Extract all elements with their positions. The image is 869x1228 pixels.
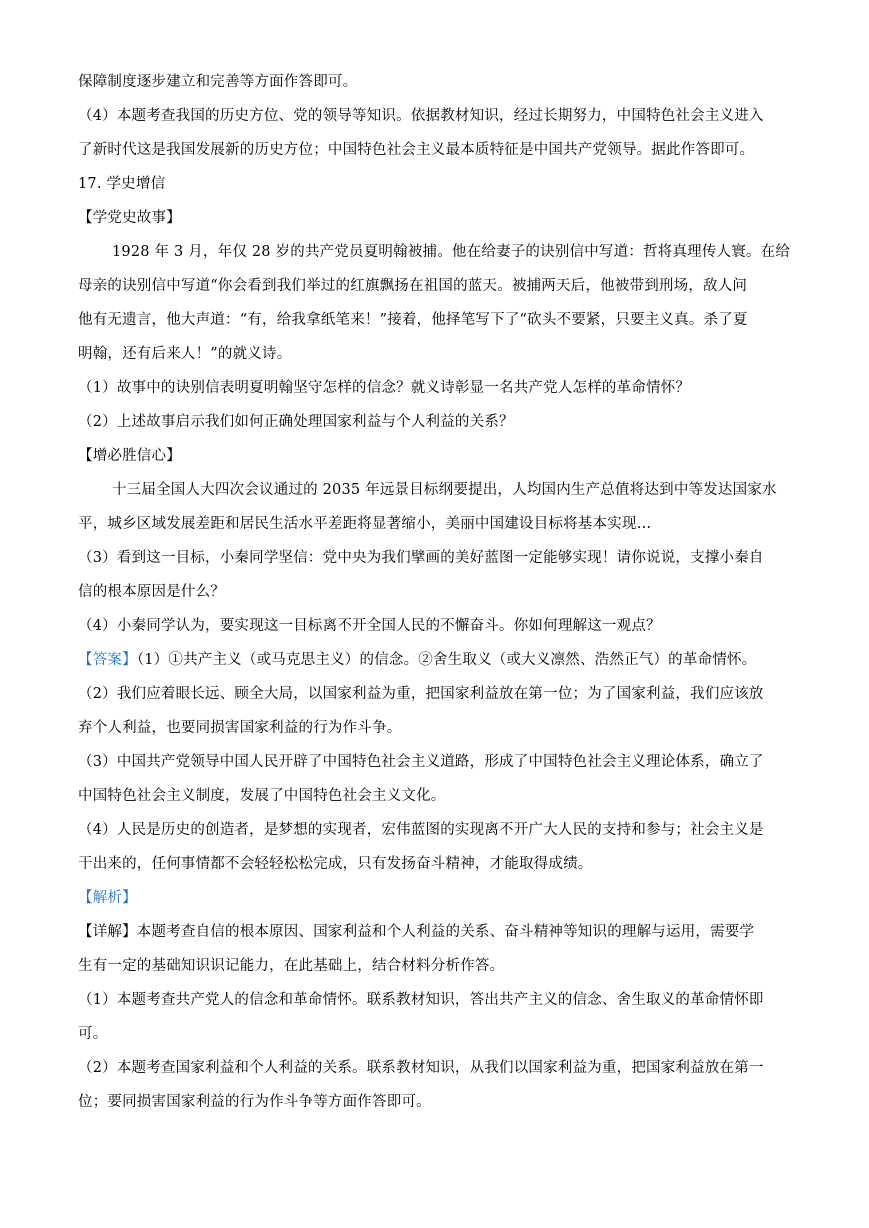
text-line: 十三届全国人大四次会议通过的 2035 年远景目标纲要提出，人均国内生产总值将达到中等发达国家水 xyxy=(112,482,777,498)
text-line: 保障制度逐步建立和完善等方面作答即可。 xyxy=(78,74,358,90)
answer-line: （3）中国共产党领导中国人民开辟了中国特色社会主义道路，形成了中国特色社会主义理论体系，确立了 xyxy=(78,754,764,770)
answer-line: 中国特色社会主义制度，发展了中国特色社会主义文化。 xyxy=(78,788,446,804)
answer-line: 弃个人利益，也要同损害国家利益的行为作斗争。 xyxy=(78,720,402,736)
section-heading: 【学党史故事】 xyxy=(78,210,181,226)
question-item: （1）故事中的诀别信表明夏明翰坚守怎样的信念？就义诗彰显一名共产党人怎样的革命情怀？ xyxy=(78,380,691,396)
analysis-line: 位；要同损害国家利益的行为作斗争等方面作答即可。 xyxy=(78,1094,431,1110)
text-line: （4）本题考查我国的历史方位、党的领导等知识。依据教材知识，经过长期努力，中国特色社会主义进入 xyxy=(78,108,764,124)
answer-tag: 【答案】 xyxy=(78,652,137,668)
analysis-line: （1）本题考查共产党人的信念和革命情怀。联系教材知识，答出共产主义的信念、舍生取义的革命情怀即 xyxy=(78,992,764,1008)
text-line: 母亲的诀别信中写道“你会看到我们举过的红旗飘扬在祖国的蓝天。被捕两天后，他被带到刑场，敌人问 xyxy=(78,278,748,294)
question-item: （4）小秦同学认为，要实现这一目标离不开全国人民的不懈奋斗。你如何理解这一观点？ xyxy=(78,618,661,634)
text-line: 他有无遗言，他大声道：“有，给我拿纸笔来！”接着，他择笔写下了“砍头不要紧，只要主义真。杀了夏 xyxy=(78,312,748,328)
question-item: （2）上述故事启示我们如何正确处理国家利益与个人利益的关系？ xyxy=(78,414,514,430)
answer-line: （2）我们应着眼长远、顾全大局，以国家利益为重，把国家利益放在第一位；为了国家利益，我们应该放 xyxy=(78,686,764,702)
text-line: 信的根本原因是什么？ xyxy=(78,584,225,600)
analysis-tag: 【解析】 xyxy=(78,890,137,906)
section-heading: 【增必胜信心】 xyxy=(78,448,181,464)
analysis-line: （2）本题考查国家利益和个人利益的关系。联系教材知识，从我们以国家利益为重，把国家利益放在第一 xyxy=(78,1060,764,1076)
answer-line: （4）人民是历史的创造者，是梦想的实现者，宏伟蓝图的实现离不开广大人民的支持和参与；社会主义是 xyxy=(78,822,764,838)
question-heading: 17. 学史增信 xyxy=(78,176,166,192)
answer-text: （1）①共产主义（或马克思主义）的信念。②舍生取义（或大义凛然、浩然正气）的革命情怀。 xyxy=(136,652,757,668)
analysis-line: 可。 xyxy=(78,1026,108,1042)
text-line: 明翰，还有后来人！”的就义诗。 xyxy=(78,346,292,362)
question-item: （3）看到这一目标，小秦同学坚信：党中央为我们擘画的美好蓝图一定能够实现！请你说说，支撑小秦自 xyxy=(78,550,764,566)
text-line: 了新时代这是我国发展新的历史方位；中国特色社会主义最本质特征是中国共产党领导。据此作答即可。 xyxy=(78,142,755,158)
analysis-line: 生有一定的基础知识识记能力，在此基础上，结合材料分析作答。 xyxy=(78,958,505,974)
text-line: 1928 年 3 月，年仅 28 岁的共产党员夏明翰被捕。他在给妻子的诀别信中写道：哲将真理传人寰。在给 xyxy=(112,244,791,260)
analysis-line: 【详解】本题考查自信的根本原因、国家利益和个人利益的关系、奋斗精神等知识的理解与运用，需要学 xyxy=(78,924,755,940)
answer-line: 干出来的，任何事情都不会轻轻松松完成，只有发扬奋斗精神，才能取得成绩。 xyxy=(78,856,593,872)
answer-line xyxy=(78,650,798,670)
text-line: 平，城乡区域发展差距和居民生活水平差距将显著缩小，美丽中国建设目标将基本实现… xyxy=(78,516,652,532)
